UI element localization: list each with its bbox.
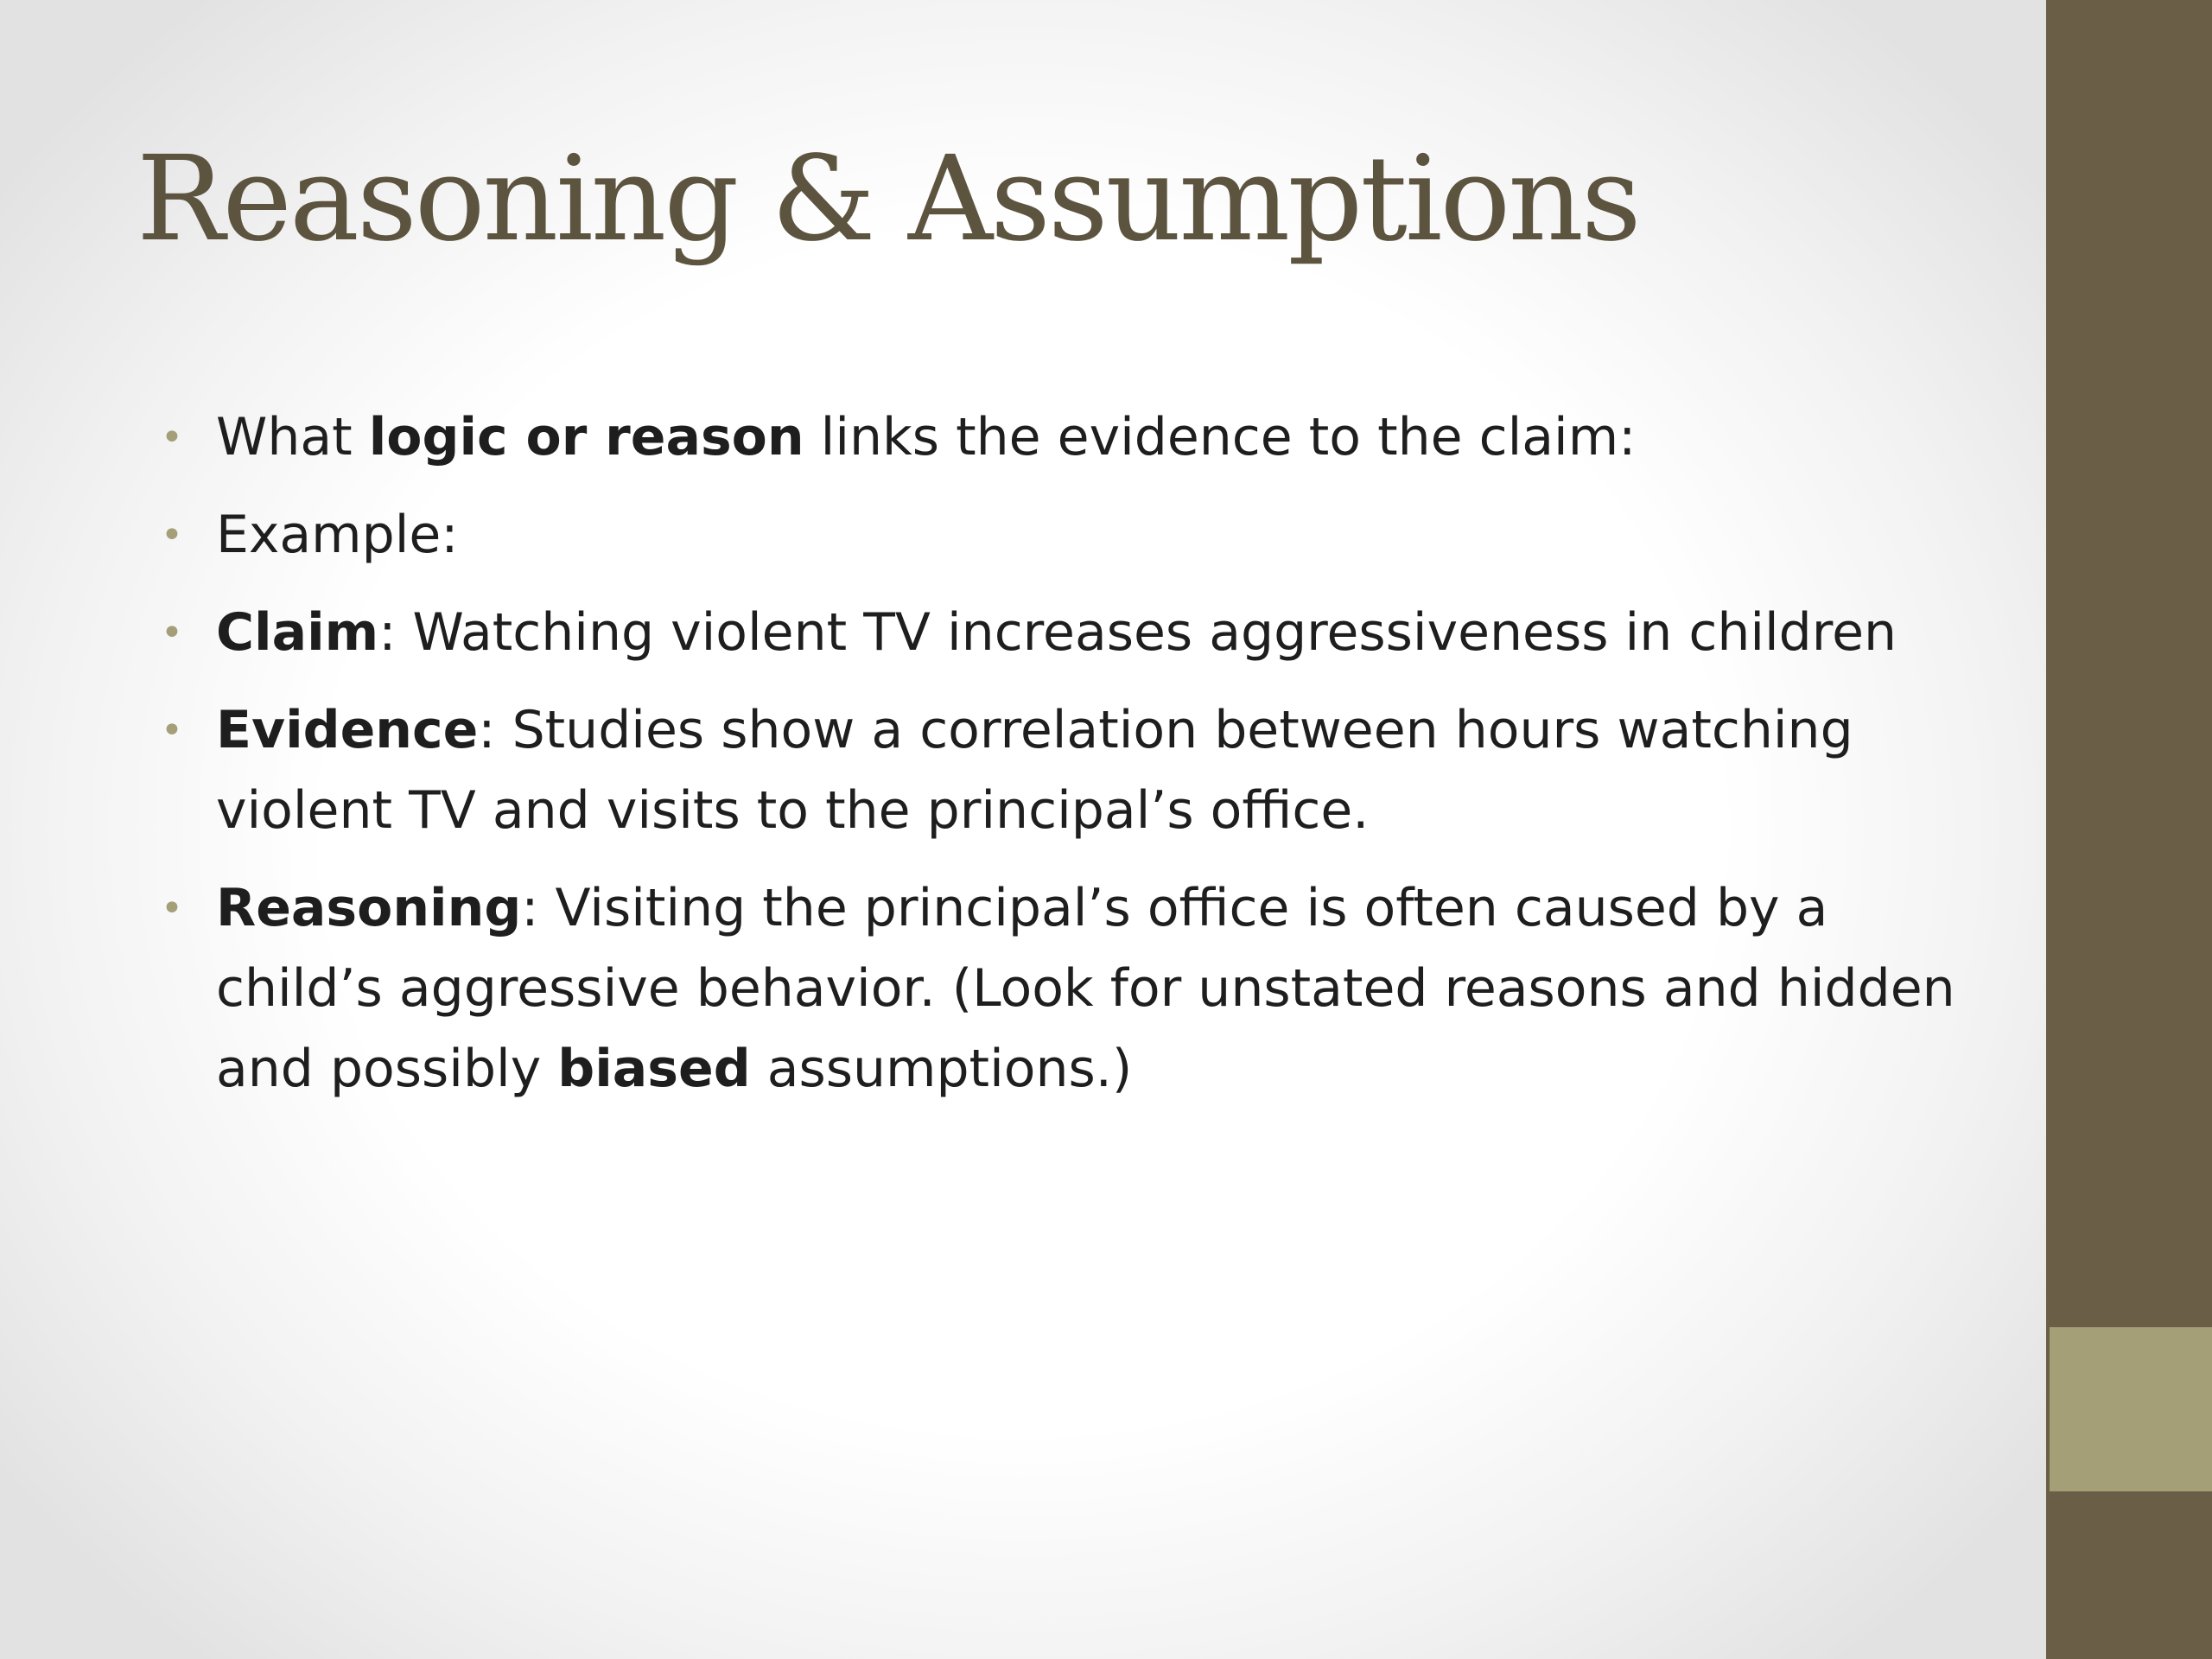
bullet-text-bold: logic or reason bbox=[368, 407, 804, 467]
bullet-text-reasoning: : Visiting the principal’s office is often caused by a child’s aggressive behavior. (Look for unstated reasons and hidden and possibly bbox=[216, 878, 1955, 1099]
bullet-claim bbox=[161, 593, 1958, 673]
bullet-dot-icon: • bbox=[161, 513, 183, 557]
bullet-example bbox=[161, 495, 1958, 575]
slide-title: Reasoning & Assumptions bbox=[137, 131, 1639, 268]
bullet-emphasis-biased: biased bbox=[557, 1039, 751, 1099]
bullet-text-reasoning-end: assumptions.) bbox=[750, 1039, 1133, 1099]
bullet-label-reasoning: Reasoning bbox=[216, 878, 522, 938]
bullet-text-pre: What bbox=[216, 407, 369, 467]
bullet-label-claim: Claim bbox=[216, 602, 379, 663]
bullet-dot-icon: • bbox=[161, 416, 183, 460]
bullet-evidence bbox=[161, 690, 1958, 851]
bullet-text-evidence: : Studies show a correlation between hours watching violent TV and visits to the principal’s office. bbox=[216, 700, 1853, 841]
bullet-dot-icon: • bbox=[161, 611, 183, 655]
bullet-reasoning bbox=[161, 868, 1958, 1109]
bullet-text-claim: : Watching violent TV increases aggressiveness in children bbox=[378, 602, 1897, 663]
side-accent-decoration bbox=[2050, 1327, 2212, 1491]
bullet-dot-icon: • bbox=[161, 887, 183, 931]
bullet-text: Example: bbox=[216, 505, 459, 565]
bullet-label-evidence: Evidence bbox=[216, 700, 479, 760]
bullet-logic bbox=[161, 397, 1958, 478]
bullet-list bbox=[161, 397, 1958, 1127]
bullet-text-post: links the evidence to the claim: bbox=[804, 407, 1637, 467]
bullet-dot-icon: • bbox=[161, 709, 183, 753]
